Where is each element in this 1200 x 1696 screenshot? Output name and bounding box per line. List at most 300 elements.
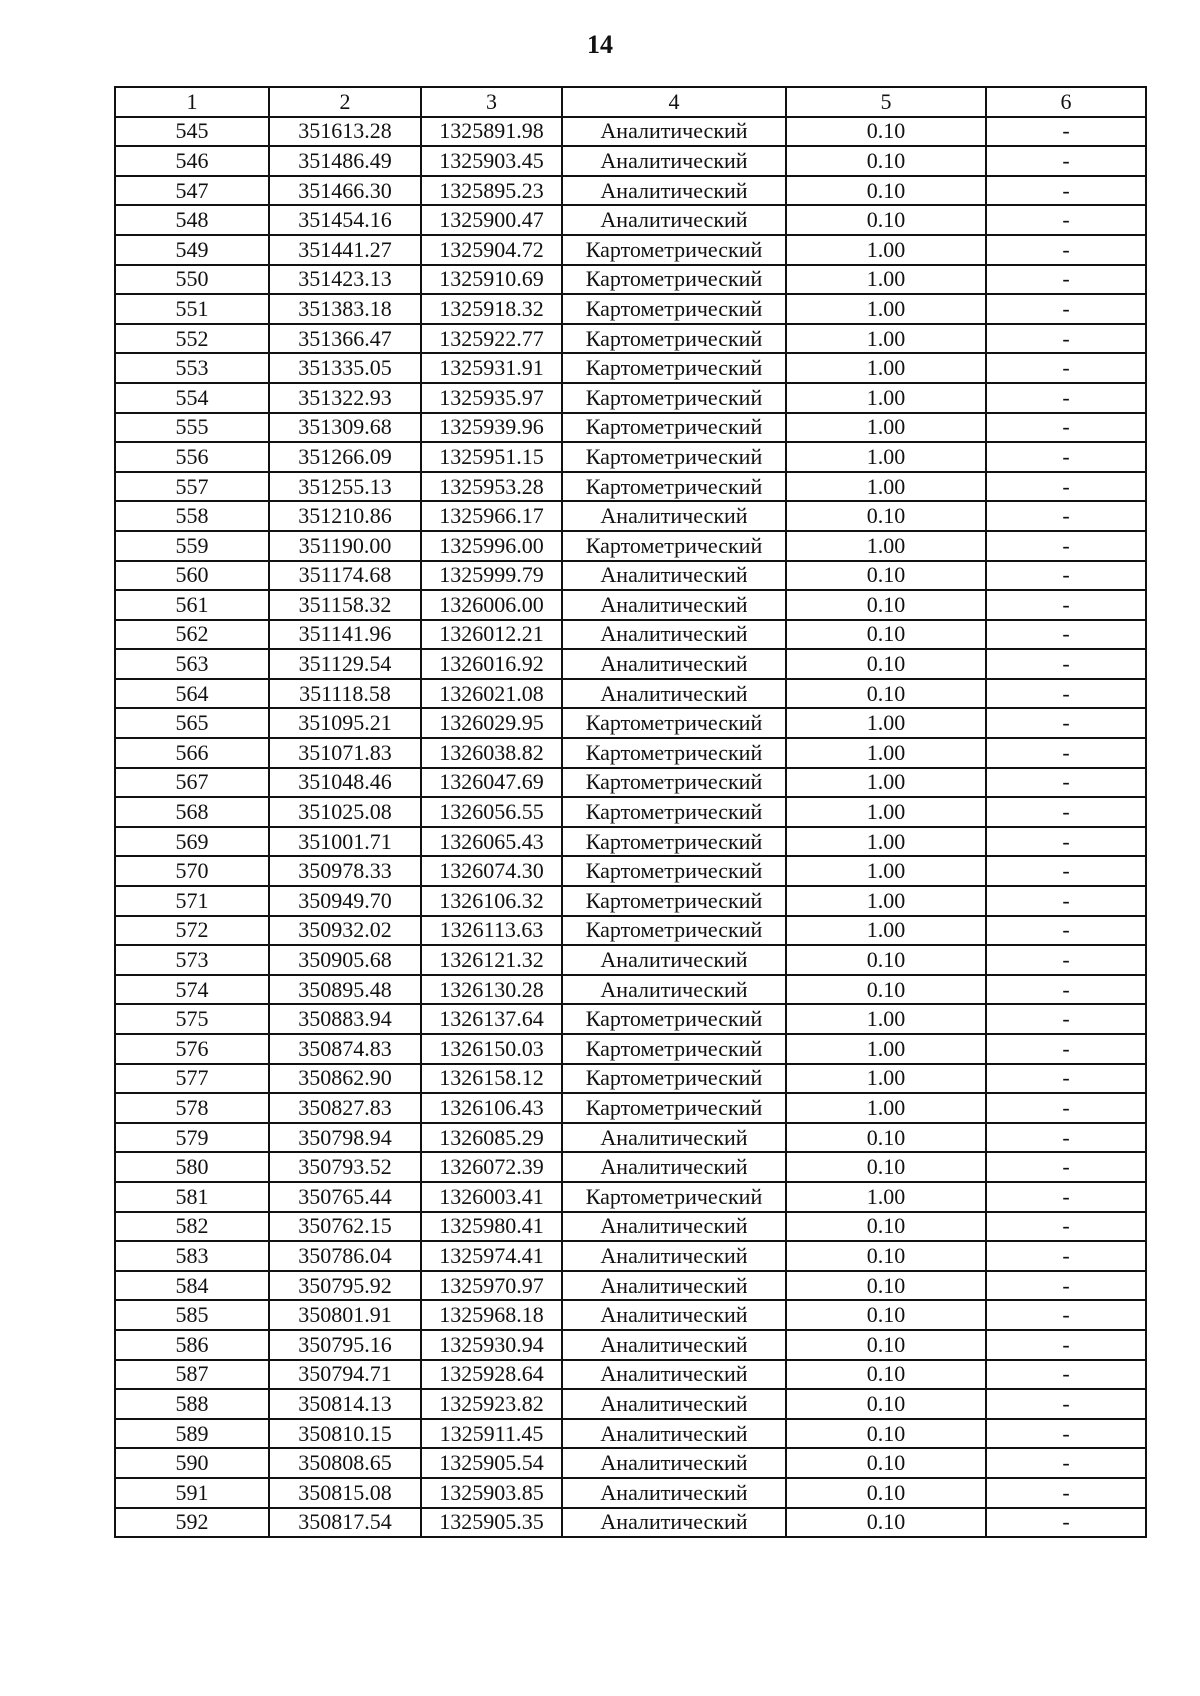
cell-coordinate-x: 350762.15 (269, 1212, 421, 1242)
cell-note: - (986, 146, 1146, 176)
cell-coordinate-x: 351613.28 (269, 117, 421, 147)
cell-note: - (986, 1034, 1146, 1064)
cell-coordinate-y: 1325911.45 (421, 1419, 562, 1449)
table-row (115, 442, 1146, 472)
cell-note: - (986, 975, 1146, 1005)
cell-note: - (986, 235, 1146, 265)
table-row (115, 1330, 1146, 1360)
cell-method: Аналитический (562, 620, 786, 650)
table-header (115, 87, 1146, 117)
cell-accuracy: 1.00 (786, 708, 986, 738)
cell-accuracy: 0.10 (786, 945, 986, 975)
cell-coordinate-x: 350795.92 (269, 1271, 421, 1301)
table-row (115, 1360, 1146, 1390)
cell-note: - (986, 1478, 1146, 1508)
column-header-4: 4 (562, 87, 786, 117)
cell-coordinate-y: 1326113.63 (421, 916, 562, 946)
cell-note: - (986, 1419, 1146, 1449)
cell-point-number: 557 (115, 472, 269, 502)
cell-coordinate-y: 1325895.23 (421, 176, 562, 206)
cell-point-number: 569 (115, 827, 269, 857)
cell-coordinate-x: 351266.09 (269, 442, 421, 472)
cell-point-number: 575 (115, 1004, 269, 1034)
cell-coordinate-y: 1326130.28 (421, 975, 562, 1005)
cell-note: - (986, 856, 1146, 886)
cell-coordinate-x: 350765.44 (269, 1182, 421, 1212)
cell-accuracy: 1.00 (786, 1004, 986, 1034)
cell-coordinate-x: 351118.58 (269, 679, 421, 709)
cell-coordinate-x: 350815.08 (269, 1478, 421, 1508)
cell-method: Картометрический (562, 1034, 786, 1064)
cell-note: - (986, 1064, 1146, 1094)
cell-note: - (986, 501, 1146, 531)
cell-accuracy: 0.10 (786, 1330, 986, 1360)
cell-point-number: 552 (115, 324, 269, 354)
cell-method: Картометрический (562, 442, 786, 472)
cell-method: Картометрический (562, 235, 786, 265)
cell-note: - (986, 176, 1146, 206)
cell-note: - (986, 1360, 1146, 1390)
cell-coordinate-y: 1325930.94 (421, 1330, 562, 1360)
cell-point-number: 566 (115, 738, 269, 768)
cell-method: Картометрический (562, 827, 786, 857)
cell-note: - (986, 945, 1146, 975)
cell-point-number: 580 (115, 1152, 269, 1182)
table-row (115, 1004, 1146, 1034)
cell-coordinate-y: 1325905.54 (421, 1448, 562, 1478)
cell-coordinate-y: 1325999.79 (421, 561, 562, 591)
cell-method: Аналитический (562, 945, 786, 975)
cell-point-number: 571 (115, 886, 269, 916)
cell-accuracy: 1.00 (786, 531, 986, 561)
cell-coordinate-y: 1326106.43 (421, 1093, 562, 1123)
cell-point-number: 573 (115, 945, 269, 975)
cell-note: - (986, 827, 1146, 857)
cell-coordinate-y: 1326074.30 (421, 856, 562, 886)
cell-coordinate-y: 1326121.32 (421, 945, 562, 975)
cell-accuracy: 1.00 (786, 886, 986, 916)
table-row (115, 975, 1146, 1005)
cell-method: Аналитический (562, 1478, 786, 1508)
cell-coordinate-y: 1326150.03 (421, 1034, 562, 1064)
cell-note: - (986, 1004, 1146, 1034)
cell-note: - (986, 205, 1146, 235)
table-row (115, 1448, 1146, 1478)
cell-method: Аналитический (562, 1241, 786, 1271)
cell-accuracy: 1.00 (786, 324, 986, 354)
cell-coordinate-y: 1325923.82 (421, 1389, 562, 1419)
cell-coordinate-y: 1326137.64 (421, 1004, 562, 1034)
cell-point-number: 550 (115, 265, 269, 295)
column-header-2: 2 (269, 87, 421, 117)
table-row (115, 1300, 1146, 1330)
table-row (115, 916, 1146, 946)
cell-coordinate-x: 350862.90 (269, 1064, 421, 1094)
cell-note: - (986, 768, 1146, 798)
table-row (115, 1093, 1146, 1123)
table-row (115, 1419, 1146, 1449)
cell-method: Аналитический (562, 205, 786, 235)
cell-method: Аналитический (562, 1389, 786, 1419)
table-row (115, 679, 1146, 709)
column-header-6: 6 (986, 87, 1146, 117)
cell-accuracy: 0.10 (786, 1448, 986, 1478)
cell-method: Аналитический (562, 1212, 786, 1242)
column-header-1: 1 (115, 87, 269, 117)
cell-coordinate-y: 1325968.18 (421, 1300, 562, 1330)
cell-note: - (986, 708, 1146, 738)
cell-coordinate-x: 351190.00 (269, 531, 421, 561)
table-row (115, 235, 1146, 265)
cell-coordinate-x: 350883.94 (269, 1004, 421, 1034)
table-row (115, 146, 1146, 176)
cell-coordinate-x: 351141.96 (269, 620, 421, 650)
cell-note: - (986, 383, 1146, 413)
cell-method: Картометрический (562, 413, 786, 443)
cell-accuracy: 1.00 (786, 442, 986, 472)
cell-note: - (986, 294, 1146, 324)
cell-accuracy: 0.10 (786, 590, 986, 620)
cell-method: Аналитический (562, 1300, 786, 1330)
cell-coordinate-y: 1326072.39 (421, 1152, 562, 1182)
cell-coordinate-y: 1325953.28 (421, 472, 562, 502)
cell-coordinate-y: 1325905.35 (421, 1508, 562, 1538)
cell-coordinate-y: 1326006.00 (421, 590, 562, 620)
cell-coordinate-x: 351335.05 (269, 353, 421, 383)
cell-accuracy: 0.10 (786, 117, 986, 147)
cell-coordinate-x: 351071.83 (269, 738, 421, 768)
table-row (115, 827, 1146, 857)
table-row (115, 649, 1146, 679)
table-row (115, 324, 1146, 354)
cell-method: Картометрический (562, 856, 786, 886)
cell-accuracy: 1.00 (786, 1064, 986, 1094)
cell-accuracy: 1.00 (786, 353, 986, 383)
cell-coordinate-x: 351129.54 (269, 649, 421, 679)
cell-method: Аналитический (562, 1448, 786, 1478)
cell-method: Картометрический (562, 324, 786, 354)
cell-coordinate-y: 1326029.95 (421, 708, 562, 738)
cell-method: Аналитический (562, 176, 786, 206)
cell-accuracy: 0.10 (786, 1508, 986, 1538)
cell-coordinate-y: 1326158.12 (421, 1064, 562, 1094)
cell-coordinate-x: 351001.71 (269, 827, 421, 857)
cell-point-number: 577 (115, 1064, 269, 1094)
cell-accuracy: 0.10 (786, 1478, 986, 1508)
cell-coordinate-y: 1325922.77 (421, 324, 562, 354)
cell-accuracy: 1.00 (786, 413, 986, 443)
cell-note: - (986, 561, 1146, 591)
cell-point-number: 564 (115, 679, 269, 709)
cell-point-number: 549 (115, 235, 269, 265)
cell-point-number: 546 (115, 146, 269, 176)
cell-coordinate-x: 350874.83 (269, 1034, 421, 1064)
cell-point-number: 562 (115, 620, 269, 650)
cell-coordinate-x: 351383.18 (269, 294, 421, 324)
cell-coordinate-y: 1325904.72 (421, 235, 562, 265)
cell-accuracy: 0.10 (786, 176, 986, 206)
cell-point-number: 560 (115, 561, 269, 591)
cell-point-number: 558 (115, 501, 269, 531)
cell-coordinate-y: 1326085.29 (421, 1123, 562, 1153)
table-row (115, 1064, 1146, 1094)
cell-accuracy: 0.10 (786, 1241, 986, 1271)
table-row (115, 353, 1146, 383)
table-row (115, 205, 1146, 235)
cell-method: Аналитический (562, 561, 786, 591)
cell-accuracy: 1.00 (786, 235, 986, 265)
cell-coordinate-y: 1326038.82 (421, 738, 562, 768)
table-row (115, 1212, 1146, 1242)
cell-accuracy: 0.10 (786, 1300, 986, 1330)
cell-point-number: 584 (115, 1271, 269, 1301)
cell-accuracy: 1.00 (786, 827, 986, 857)
cell-method: Аналитический (562, 975, 786, 1005)
cell-coordinate-x: 351366.47 (269, 324, 421, 354)
page-number: 14 (587, 30, 613, 59)
cell-method: Картометрический (562, 1004, 786, 1034)
cell-point-number: 547 (115, 176, 269, 206)
cell-note: - (986, 1508, 1146, 1538)
cell-coordinate-y: 1325900.47 (421, 205, 562, 235)
cell-coordinate-y: 1325903.45 (421, 146, 562, 176)
cell-note: - (986, 1271, 1146, 1301)
cell-method: Аналитический (562, 1271, 786, 1301)
cell-coordinate-y: 1326021.08 (421, 679, 562, 709)
cell-accuracy: 1.00 (786, 383, 986, 413)
cell-method: Картометрический (562, 708, 786, 738)
table-row (115, 1241, 1146, 1271)
cell-method: Картометрический (562, 886, 786, 916)
cell-method: Аналитический (562, 1123, 786, 1153)
cell-point-number: 592 (115, 1508, 269, 1538)
cell-note: - (986, 1093, 1146, 1123)
cell-point-number: 553 (115, 353, 269, 383)
cell-note: - (986, 620, 1146, 650)
table-row (115, 1123, 1146, 1153)
cell-note: - (986, 1152, 1146, 1182)
cell-coordinate-x: 351210.86 (269, 501, 421, 531)
table-row (115, 472, 1146, 502)
table-row (115, 768, 1146, 798)
cell-point-number: 591 (115, 1478, 269, 1508)
cell-coordinate-y: 1325931.91 (421, 353, 562, 383)
cell-coordinate-x: 350801.91 (269, 1300, 421, 1330)
cell-point-number: 565 (115, 708, 269, 738)
cell-coordinate-x: 351255.13 (269, 472, 421, 502)
table-row (115, 945, 1146, 975)
cell-coordinate-x: 351309.68 (269, 413, 421, 443)
table-row (115, 1389, 1146, 1419)
cell-accuracy: 0.10 (786, 1419, 986, 1449)
cell-accuracy: 1.00 (786, 1182, 986, 1212)
cell-note: - (986, 1241, 1146, 1271)
cell-coordinate-y: 1326016.92 (421, 649, 562, 679)
cell-point-number: 589 (115, 1419, 269, 1449)
cell-accuracy: 0.10 (786, 501, 986, 531)
cell-coordinate-x: 351454.16 (269, 205, 421, 235)
cell-point-number: 556 (115, 442, 269, 472)
cell-coordinate-x: 351486.49 (269, 146, 421, 176)
table-row (115, 413, 1146, 443)
cell-coordinate-y: 1325928.64 (421, 1360, 562, 1390)
cell-method: Картометрический (562, 383, 786, 413)
cell-coordinate-x: 350795.16 (269, 1330, 421, 1360)
cell-note: - (986, 1123, 1146, 1153)
cell-method: Аналитический (562, 1330, 786, 1360)
cell-method: Аналитический (562, 679, 786, 709)
cell-accuracy: 1.00 (786, 797, 986, 827)
cell-coordinate-y: 1325935.97 (421, 383, 562, 413)
cell-coordinate-x: 350810.15 (269, 1419, 421, 1449)
cell-method: Аналитический (562, 590, 786, 620)
table-row (115, 1152, 1146, 1182)
cell-point-number: 574 (115, 975, 269, 1005)
cell-method: Аналитический (562, 1152, 786, 1182)
table-row (115, 561, 1146, 591)
cell-note: - (986, 886, 1146, 916)
cell-coordinate-x: 351322.93 (269, 383, 421, 413)
cell-point-number: 554 (115, 383, 269, 413)
cell-accuracy: 1.00 (786, 265, 986, 295)
cell-accuracy: 1.00 (786, 916, 986, 946)
cell-coordinate-y: 1325891.98 (421, 117, 562, 147)
cell-point-number: 583 (115, 1241, 269, 1271)
cell-coordinate-y: 1325996.00 (421, 531, 562, 561)
cell-note: - (986, 590, 1146, 620)
cell-accuracy: 0.10 (786, 1360, 986, 1390)
cell-note: - (986, 1212, 1146, 1242)
cell-method: Картометрический (562, 738, 786, 768)
cell-coordinate-y: 1326003.41 (421, 1182, 562, 1212)
cell-coordinate-x: 350814.13 (269, 1389, 421, 1419)
cell-coordinate-y: 1325980.41 (421, 1212, 562, 1242)
cell-accuracy: 1.00 (786, 856, 986, 886)
cell-note: - (986, 1389, 1146, 1419)
cell-note: - (986, 472, 1146, 502)
cell-method: Аналитический (562, 501, 786, 531)
table-body (115, 117, 1146, 1538)
cell-coordinate-y: 1325951.15 (421, 442, 562, 472)
cell-note: - (986, 916, 1146, 946)
cell-coordinate-x: 350793.52 (269, 1152, 421, 1182)
cell-method: Картометрический (562, 1182, 786, 1212)
cell-accuracy: 1.00 (786, 294, 986, 324)
cell-coordinate-x: 350786.04 (269, 1241, 421, 1271)
cell-coordinate-y: 1326106.32 (421, 886, 562, 916)
cell-note: - (986, 679, 1146, 709)
cell-method: Картометрический (562, 768, 786, 798)
cell-coordinate-x: 351158.32 (269, 590, 421, 620)
cell-note: - (986, 1330, 1146, 1360)
table-row (115, 1182, 1146, 1212)
table-row (115, 886, 1146, 916)
cell-method: Аналитический (562, 117, 786, 147)
cell-accuracy: 0.10 (786, 561, 986, 591)
table-row (115, 797, 1146, 827)
cell-coordinate-x: 351423.13 (269, 265, 421, 295)
table-row (115, 501, 1146, 531)
cell-method: Картометрический (562, 1093, 786, 1123)
cell-accuracy: 1.00 (786, 472, 986, 502)
cell-point-number: 576 (115, 1034, 269, 1064)
cell-point-number: 581 (115, 1182, 269, 1212)
cell-coordinate-x: 350794.71 (269, 1360, 421, 1390)
table-row (115, 856, 1146, 886)
cell-coordinate-x: 350949.70 (269, 886, 421, 916)
cell-point-number: 572 (115, 916, 269, 946)
cell-method: Картометрический (562, 797, 786, 827)
cell-method: Аналитический (562, 649, 786, 679)
cell-method: Картометрический (562, 294, 786, 324)
cell-note: - (986, 1182, 1146, 1212)
cell-coordinate-x: 351095.21 (269, 708, 421, 738)
table-row (115, 531, 1146, 561)
cell-coordinate-y: 1325939.96 (421, 413, 562, 443)
column-header-5: 5 (786, 87, 986, 117)
cell-point-number: 568 (115, 797, 269, 827)
table-row (115, 1034, 1146, 1064)
cell-accuracy: 0.10 (786, 1389, 986, 1419)
table-row (115, 1508, 1146, 1538)
table-row (115, 590, 1146, 620)
cell-coordinate-x: 351025.08 (269, 797, 421, 827)
cell-note: - (986, 531, 1146, 561)
cell-method: Аналитический (562, 1360, 786, 1390)
column-header-3: 3 (421, 87, 562, 117)
cell-coordinate-y: 1325974.41 (421, 1241, 562, 1271)
cell-coordinate-y: 1325970.97 (421, 1271, 562, 1301)
cell-accuracy: 1.00 (786, 1093, 986, 1123)
cell-note: - (986, 413, 1146, 443)
cell-note: - (986, 353, 1146, 383)
cell-method: Картометрический (562, 916, 786, 946)
cell-accuracy: 0.10 (786, 620, 986, 650)
cell-coordinate-x: 351466.30 (269, 176, 421, 206)
cell-accuracy: 1.00 (786, 1034, 986, 1064)
cell-note: - (986, 324, 1146, 354)
table-row (115, 708, 1146, 738)
table-row (115, 117, 1146, 147)
cell-accuracy: 0.10 (786, 1271, 986, 1301)
cell-point-number: 579 (115, 1123, 269, 1153)
cell-point-number: 590 (115, 1448, 269, 1478)
cell-accuracy: 1.00 (786, 768, 986, 798)
table-row (115, 1271, 1146, 1301)
cell-coordinate-x: 350827.83 (269, 1093, 421, 1123)
cell-point-number: 588 (115, 1389, 269, 1419)
cell-point-number: 586 (115, 1330, 269, 1360)
cell-point-number: 563 (115, 649, 269, 679)
cell-point-number: 561 (115, 590, 269, 620)
cell-method: Картометрический (562, 472, 786, 502)
cell-accuracy: 0.10 (786, 1152, 986, 1182)
cell-note: - (986, 117, 1146, 147)
cell-point-number: 555 (115, 413, 269, 443)
table-row (115, 176, 1146, 206)
table-row (115, 1478, 1146, 1508)
coordinates-table (114, 86, 1147, 1538)
table-row (115, 620, 1146, 650)
cell-coordinate-x: 350978.33 (269, 856, 421, 886)
cell-coordinate-x: 350905.68 (269, 945, 421, 975)
cell-coordinate-x: 350798.94 (269, 1123, 421, 1153)
cell-coordinate-x: 351048.46 (269, 768, 421, 798)
cell-accuracy: 0.10 (786, 146, 986, 176)
cell-coordinate-y: 1326065.43 (421, 827, 562, 857)
cell-coordinate-y: 1326012.21 (421, 620, 562, 650)
cell-accuracy: 0.10 (786, 1123, 986, 1153)
